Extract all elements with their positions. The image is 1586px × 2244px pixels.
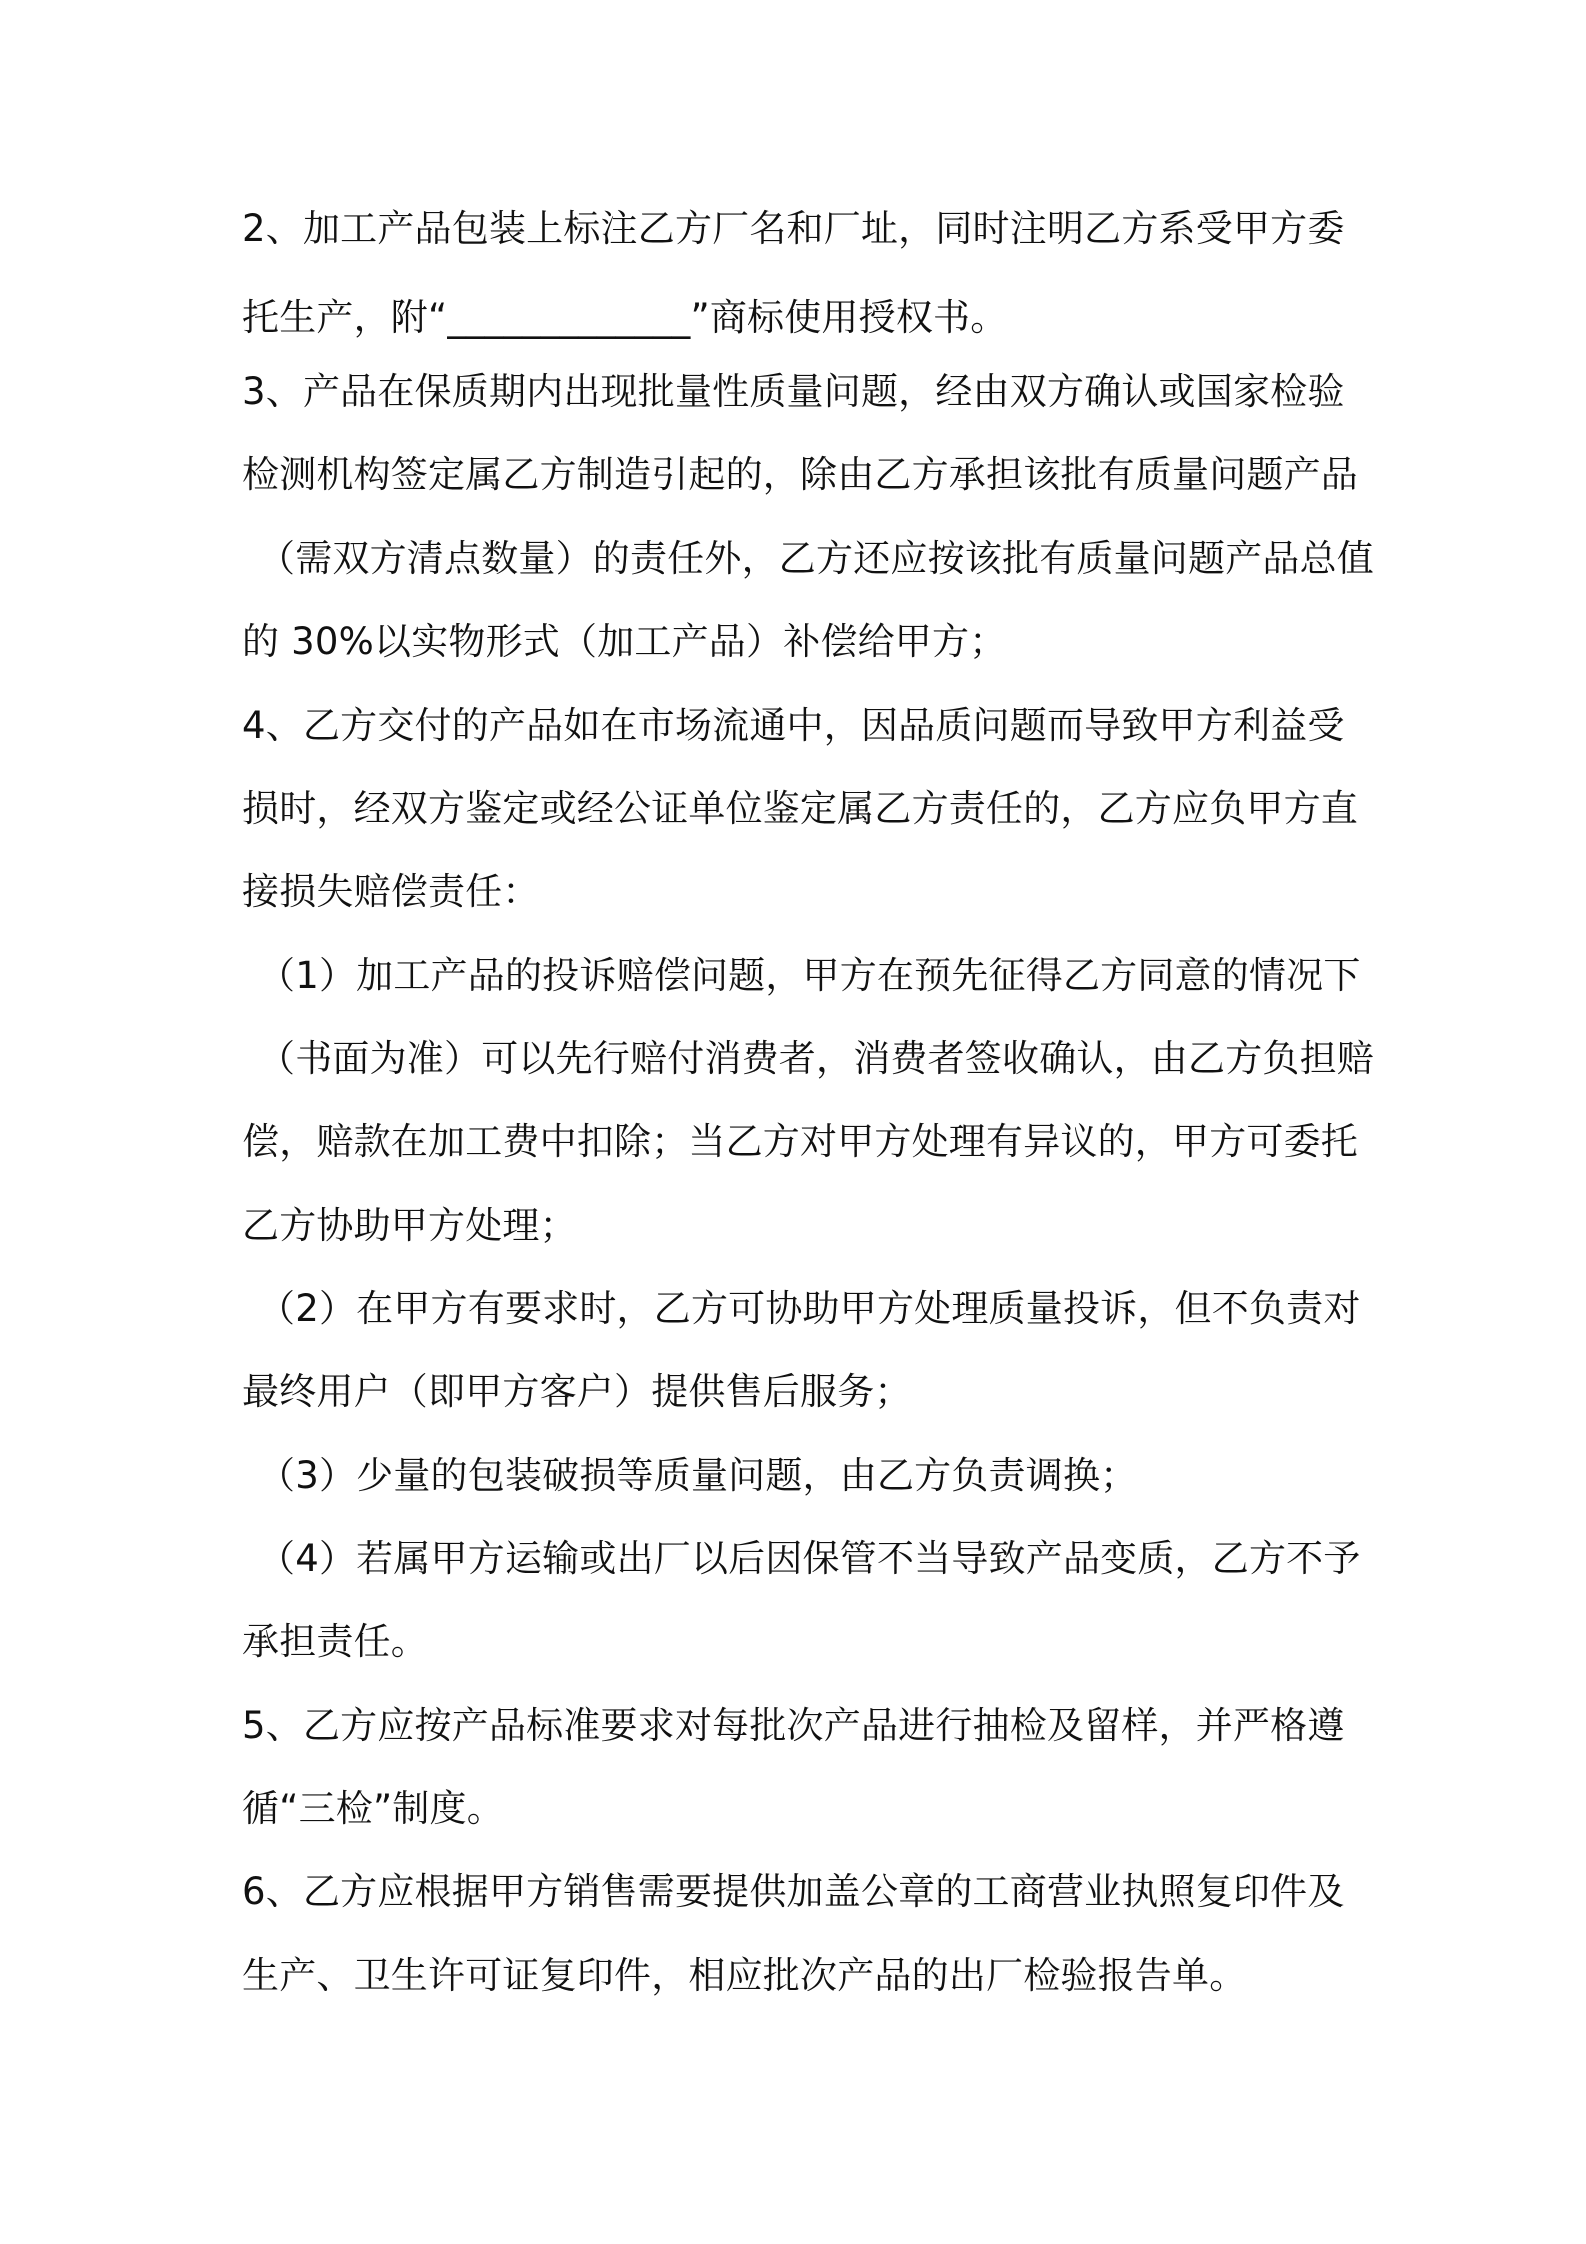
sub-item-3-line-1: （3）少量的包装破损等质量问题，由乙方负责调换；	[258, 1454, 1138, 1497]
clause-3-line-3: （需双方清点数量）的责任外，乙方还应按该批有质量问题产品总值	[258, 537, 1374, 580]
clause-2-line-1: 2、加工产品包装上标注乙方厂名和厂址，同时注明乙方系受甲方委	[242, 207, 1345, 250]
clause-3-line-4: 的 30%以实物形式（加工产品）补偿给甲方；	[242, 620, 1007, 663]
clause-4-line-2: 损时，经双方鉴定或经公证单位鉴定属乙方责任的，乙方应负甲方直	[242, 787, 1358, 830]
clause-5-line-2: 循“三检”制度。	[242, 1787, 504, 1830]
clause-3-line-1: 3、产品在保质期内出现批量性质量问题，经由双方确认或国家检验	[242, 370, 1345, 413]
sub-item-1-line-4: 乙方协助甲方处理；	[242, 1204, 577, 1247]
sub-item-2-line-1: （2）在甲方有要求时，乙方可协助甲方处理质量投诉，但不负责对	[258, 1287, 1361, 1330]
sub-item-4-line-2: 承担责任。	[242, 1620, 428, 1663]
clause-6-line-1: 6、乙方应根据甲方销售需要提供加盖公章的工商营业执照复印件及	[242, 1870, 1345, 1913]
clause-6-line-2: 生产、卫生许可证复印件，相应批次产品的出厂检验报告单。	[242, 1954, 1247, 1997]
clause-5-line-1: 5、乙方应按产品标准要求对每批次产品进行抽检及留样，并严格遵	[242, 1704, 1345, 1747]
clause-3-line-2: 检测机构签定属乙方制造引起的，除由乙方承担该批有质量问题产品	[242, 453, 1358, 496]
clause-4-line-3: 接损失赔偿责任：	[242, 870, 540, 913]
sub-item-1-line-1: （1）加工产品的投诉赔偿问题，甲方在预先征得乙方同意的情况下	[258, 954, 1361, 997]
clause-2-line-2: 托生产，附“_____________”商标使用授权书。	[242, 296, 1008, 339]
sub-item-1-line-3: 偿，赔款在加工费中扣除；当乙方对甲方处理有异议的，甲方可委托	[242, 1120, 1358, 1163]
sub-item-1-line-2: （书面为准）可以先行赔付消费者，消费者签收确认，由乙方负担赔	[258, 1037, 1374, 1080]
clause-4-line-1: 4、乙方交付的产品如在市场流通中，因品质问题而导致甲方利益受	[242, 704, 1345, 747]
sub-item-4-line-1: （4）若属甲方运输或出厂以后因保管不当导致产品变质，乙方不予	[258, 1537, 1361, 1580]
sub-item-2-line-2: 最终用户（即甲方客户）提供售后服务；	[242, 1370, 912, 1413]
